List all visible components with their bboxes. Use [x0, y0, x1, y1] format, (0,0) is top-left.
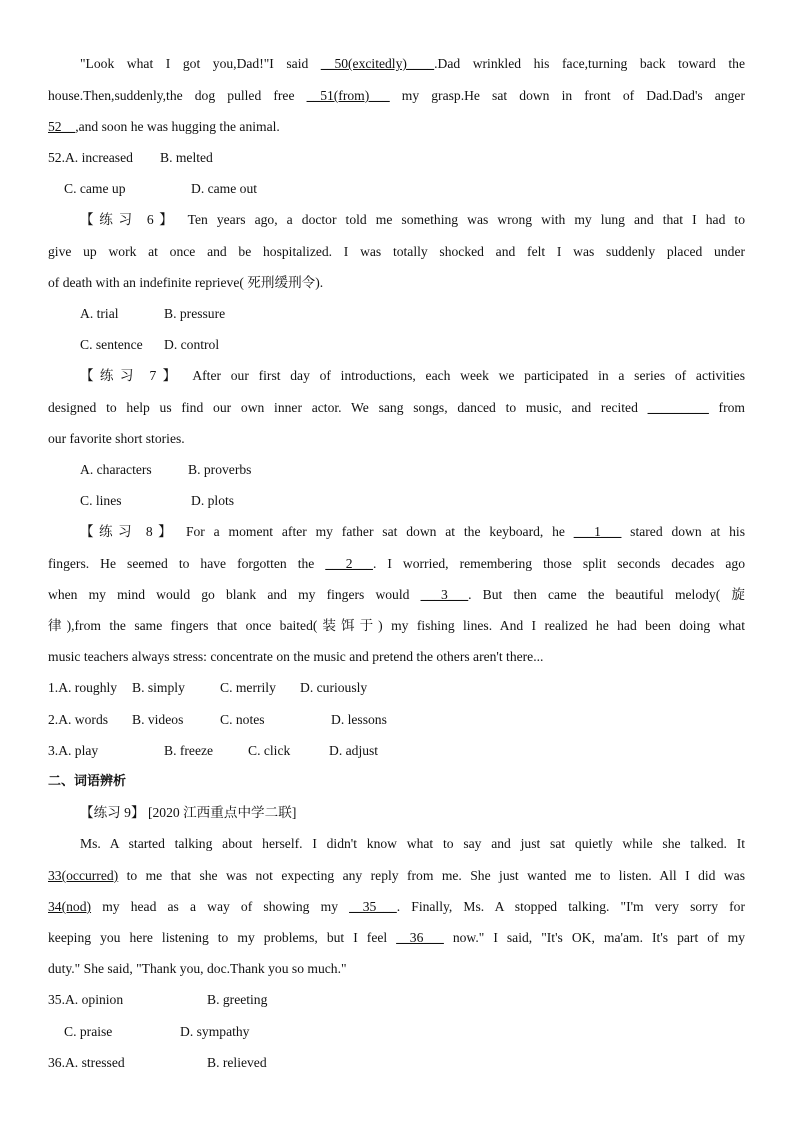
option-7a: A. characters: [80, 462, 152, 477]
option-2a: 2.A. words: [48, 712, 109, 727]
passage-line: house.Then,suddenly,the dog pulled free __51(from)___ my grasp.He sat down in front of Dad.Dad's anger: [48, 88, 745, 103]
exercise-9-heading: 【练习 9】 [2020 江西重点中学二联]: [80, 805, 297, 820]
exercise-7-line: 【练习 7】 After our first day of introductions, each week we participated in a series of activities: [80, 368, 745, 383]
exercise-8-line: fingers. He seemed to have forgotten the ___2___. I worried, remembering those split seconds decades ago: [48, 556, 745, 571]
option-1b: B. simply: [132, 680, 185, 695]
option-3a: 3.A. play: [48, 743, 99, 758]
exercise-7-line: our favorite short stories.: [48, 431, 185, 446]
option-35d: D. sympathy: [180, 1024, 250, 1039]
exercise-6-line: of death with an indefinite reprieve( 死刑缓刑令).: [48, 275, 324, 290]
option-3b: B. freeze: [164, 743, 214, 758]
option-1a: 1.A. roughly: [48, 680, 118, 695]
exercise-9-line: 34(nod) my head as a way of showing my __35___. Finally, Ms. A stopped talking. "I'm very sorry for: [48, 899, 746, 914]
option-7c: C. lines: [80, 493, 122, 508]
blank-50: __50(excitedly)____: [320, 56, 435, 71]
section-heading: 二、词语辨析: [48, 774, 127, 789]
answer-33: 33(occurred): [48, 868, 119, 883]
option-2d: D. lessons: [331, 712, 387, 727]
blank-36: __36___: [396, 930, 444, 945]
option-1d: D. curiously: [300, 680, 368, 695]
exercise-9-line: keeping you here listening to my problems, but I feel __36___ now." I said, "It's OK, ma'am. It's part of my: [48, 930, 745, 945]
blank-8-1: ___1___: [573, 524, 622, 539]
passage-line: 52__,and soon he was hugging the animal.: [48, 119, 280, 134]
answer-34: 34(nod): [48, 899, 92, 914]
option-35b: B. greeting: [207, 992, 268, 1007]
blank-35: __35___: [349, 899, 397, 914]
option-6c: C. sentence: [80, 337, 143, 352]
option-52d: D. came out: [191, 181, 258, 196]
option-3d: D. adjust: [329, 743, 379, 758]
exercise-6-line: give up work at once and be hospitalized. I was totally shocked and felt I was suddenly placed under: [48, 244, 745, 259]
option-36b: B. relieved: [207, 1055, 267, 1070]
exercise-8-line: 律),from the same fingers that once baited(装饵于) my fishing lines. And I realized he had been doing what: [48, 618, 745, 633]
option-52c: C. came up: [64, 181, 126, 196]
option-7d: D. plots: [191, 493, 235, 508]
exercise-8-line: music teachers always stress: concentrate on the music and pretend the others aren't there...: [48, 649, 544, 664]
blank-8-3: ___3___: [420, 587, 469, 602]
exercise-8-line: when my mind would go blank and my fingers would ___3___. But then came the beautiful melody( 旋: [48, 587, 745, 602]
blank-8-2: ___2___: [325, 556, 373, 571]
option-6a: A. trial: [80, 306, 119, 321]
exercise-9-line: 33(occurred) to me that she was not expecting any reply from me. She just wanted me to listen. All I did was: [48, 868, 745, 883]
option-7b: B. proverbs: [188, 462, 252, 477]
option-52a: 52.A. increased: [48, 150, 133, 165]
option-6b: B. pressure: [164, 306, 226, 321]
exercise-6-line: 【练习 6】 Ten years ago, a doctor told me something was wrong with my lung and that I had to: [80, 212, 745, 227]
exercise-8-line: 【练习 8】 For a moment after my father sat down at the keyboard, he ___1___ stared down at his: [80, 524, 745, 539]
blank-7: _________: [647, 400, 709, 415]
option-2b: B. videos: [132, 712, 184, 727]
exercise-9-line: Ms. A started talking about herself. I didn't know what to say and just sat quietly while she talked. It: [80, 836, 745, 851]
option-52b: B. melted: [160, 150, 213, 165]
blank-52: 52__: [48, 119, 76, 134]
exercise-9-line: duty." She said, "Thank you, doc.Thank you so much.": [48, 961, 347, 976]
option-1c: C. merrily: [220, 680, 276, 695]
option-35a: 35.A. opinion: [48, 992, 124, 1007]
option-36a: 36.A. stressed: [48, 1055, 125, 1070]
option-35c: C. praise: [64, 1024, 113, 1039]
exercise-7-line: designed to help us find our own inner actor. We sang songs, danced to music, and recited _________ from: [48, 400, 745, 415]
option-2c: C. notes: [220, 712, 265, 727]
option-3c: C. click: [248, 743, 291, 758]
passage-line: "Look what I got you,Dad!"I said __50(excitedly)____.Dad wrinkled his face,turning back toward the: [80, 56, 745, 71]
option-6d: D. control: [164, 337, 220, 352]
blank-51: __51(from)___: [306, 88, 390, 103]
